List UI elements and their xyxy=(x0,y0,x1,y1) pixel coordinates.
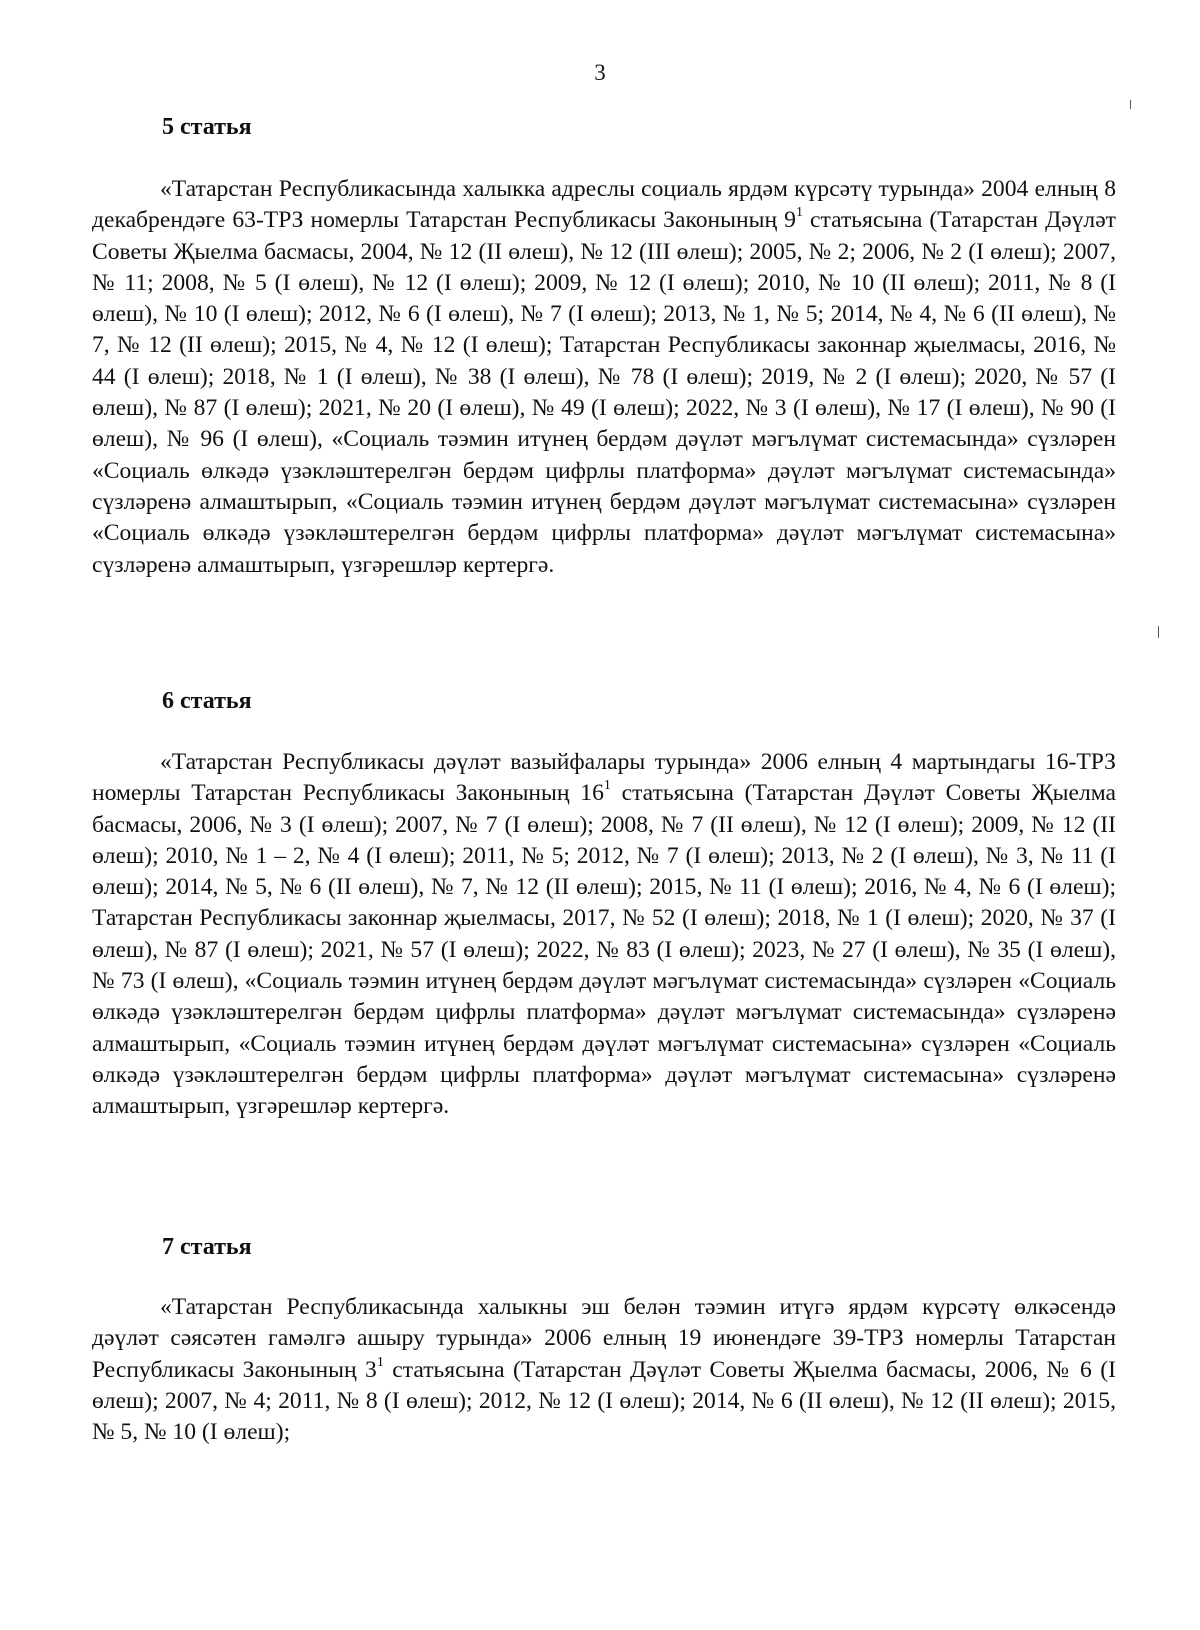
superscript: 1 xyxy=(795,205,803,221)
superscript: 1 xyxy=(603,778,611,794)
section-heading-5: 5 статья xyxy=(162,114,252,140)
body-text: «Татарстан Республикасында халыкны эш белән тәэмин итүгә ярдәм күрсәтү өлкәсендә дәүләт сәясәтен гамәлгә ашыру турында» 2006 елның 19 июнендәге 39-ТРЗ номерлы Татарстан Республикасы Законының 3 xyxy=(92,1294,1116,1383)
section-body-7 xyxy=(92,1292,1116,1448)
body-text: статьясына (Татарстан Дәүләт Советы Җыелма басмасы, 2004, № 12 (II өлеш), № 12 (III өлеш); 2005, № 2; 2006, № 2 (I өлеш); 2007, № 11; 2008, № 5 (I өлеш), № 12 (I өлеш); 2009, № 12 (I өлеш); 2010, № 10 (II өлеш); 2011, № 8 (I өлеш), № 10 (I өлеш); 2012, № 6 (I өлеш), № 7 (I өлеш); 2013, № 1, № 5; 2014, № 4, № 6 (II өлеш), № 7, № 12 (II өлеш); 2015, № 4, № 12 (I өлеш); Татарстан Республикасы законнар җыелмасы, 2016, № 44 (I өлеш); 2018, № 1 (I өлеш), № 38 (I өлеш), № 78 (I өлеш); 2019, № 2 (I өлеш); 2020, № 57 (I өлеш), № 87 (I өлеш); 2021, № 20 (I өлеш), № 49 (I өлеш); 2022, № 3 (I өлеш), № 17 (I өлеш), № 90 (I өлеш), № 96 (I өлеш), «Социаль тәэмин итүнең бердәм дәүләт мәгълүмат системасында» сүзләрен «Социаль өлкәдә үзәкләштерелгән бердәм цифрлы платформа» дәүләт мәгълүмат системасында» сүзләренә алмаштырып, «Социаль тәэмин итүнең бердәм дәүләт мәгълүмат системасына» сүзләрен «Социаль өлкәдә үзәкләштерелгән бердәм цифрлы платформа» дәүләт мәгълүмат системасына» сүзләренә алмаштырып, үзгәрешләр кертергә. xyxy=(92,207,1116,578)
section-body-6 xyxy=(92,747,1116,1123)
scan-mark xyxy=(1158,626,1159,638)
body-text: статьясына (Татарстан Дәүләт Советы Җыелма басмасы, 2006, № 6 (I өлеш); 2007, № 4; 2011, № 8 (I өлеш); 2012, № 12 (I өлеш); 2014, № 6 (II өлеш), № 12 (II өлеш); 2015, № 5, № 10 (I өлеш); xyxy=(92,1356,1117,1446)
page-number: 3 xyxy=(594,60,606,85)
body-text: статьясына (Татарстан Дәүләт Советы Җыелма басмасы, 2006, № 3 (I өлеш); 2007, № 7 (I өлеш); 2008, № 7 (II өлеш), № 12 (I өлеш); 2009, № 12 (II өлеш); 2010, № 1 – 2, № 4 (I өлеш); 2011, № 5; 2012, № 7 (I өлеш); 2013, № 2 (I өлеш), № 3, № 11 (I өлеш); 2014, № 5, № 6 (II өлеш), № 7, № 12 (II өлеш); 2015, № 11 (I өлеш); 2016, № 4, № 6 (I өлеш); Татарстан Республикасы законнар җыелмасы, 2017, № 52 (I өлеш); 2018, № 1 (I өлеш); 2020, № 37 (I өлеш), № 87 (I өлеш); 2021, № 57 (I өлеш); 2022, № 83 (I өлеш); 2023, № 27 (I өлеш), № 35 (I өлеш), № 73 (I өлеш), «Социаль тәэмин итүнең бердәм дәүләт мәгълүмат системасында» сүзләрен «Социаль өлкәдә үзәкләштерелгән бердәм цифрлы платформа» дәүләт мәгълүмат системасында» сүзләренә алмаштырып, «Социаль тәэмин итүнең бердәм дәүләт мәгълүмат системасына» сүзләрен «Социаль өлкәдә үзәкләштерелгән бердәм цифрлы платформа» дәүләт мәгълүмат системасына» сүзләренә алмаштырып, үзгәрешләр кертергә. xyxy=(92,780,1116,1120)
section-heading-6: 6 статья xyxy=(162,688,252,714)
superscript: 1 xyxy=(376,1354,384,1370)
section-heading-7: 7 статья xyxy=(162,1234,252,1260)
body-text: «Татарстан Республикасы дәүләт вазыйфалары турында» 2006 елның 4 мартындагы 16-ТРЗ номерлы Татарстан Республикасы Законының 16 xyxy=(92,749,1116,807)
scan-mark xyxy=(1130,100,1131,109)
body-text: «Татарстан Республикасында халыкка адреслы социаль ярдәм күрсәтү турында» 2004 елның 8 декабрендәге 63-ТРЗ номерлы Татарстан Республикасы Законының 9 xyxy=(92,176,1116,234)
section-body-5 xyxy=(92,174,1116,581)
